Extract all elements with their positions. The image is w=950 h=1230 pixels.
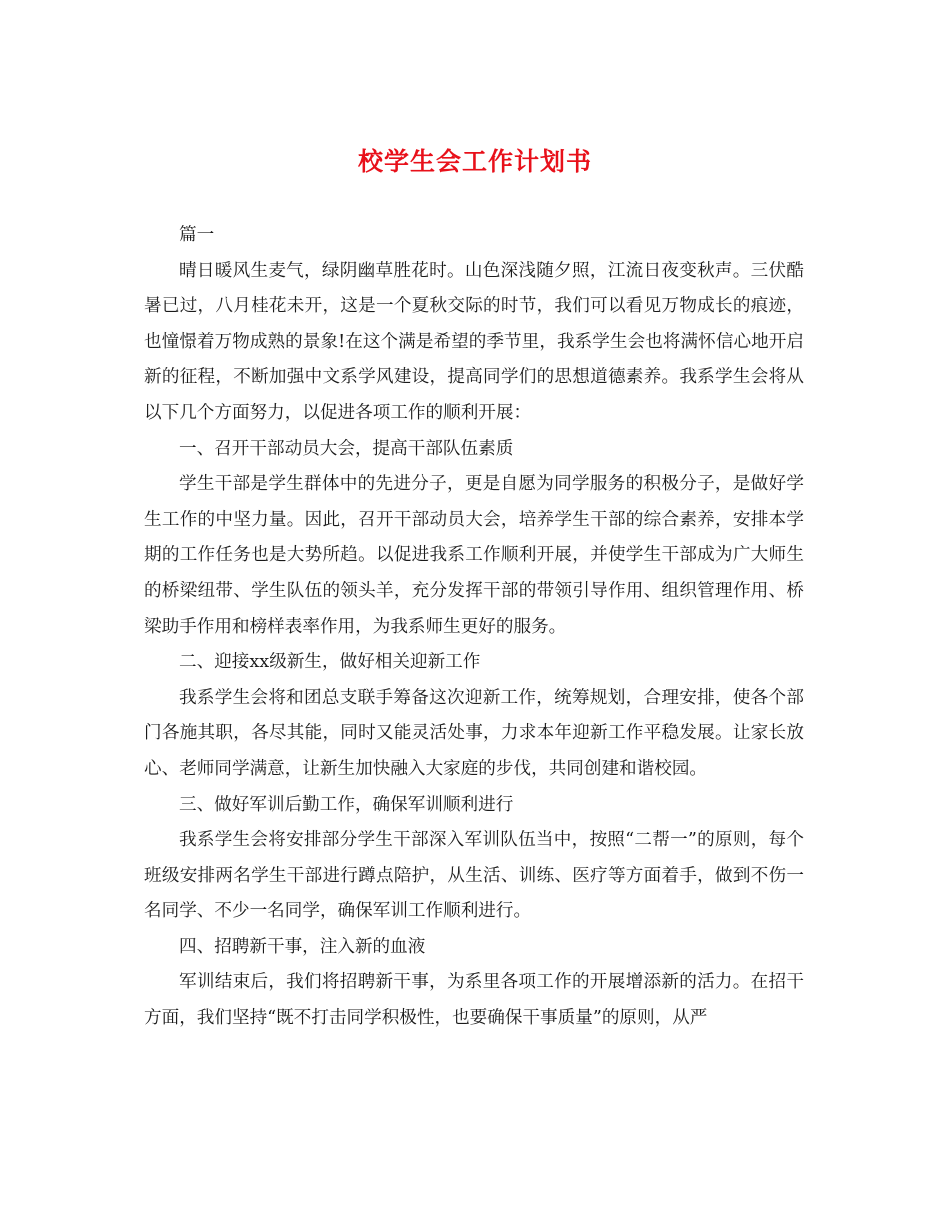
document-title: 校学生会工作计划书: [357, 147, 592, 176]
document-body: [144, 218, 804, 1037]
section-label: 篇一: [179, 225, 215, 245]
section-heading-4: 四、招聘新干事，注入新的血液: [179, 936, 426, 957]
section-heading-2: 二、迎接xx级新生，做好相关迎新工作: [179, 652, 481, 673]
paragraph-intro: 晴日暖风生麦气，绿阴幽草胜花时。山色深浅随夕照，江流日夜变秋声。三伏酷暑已过，八月桂花未开，这是一个夏秋交际的时节，我们可以看见万物成长的痕迹，也憧憬着万物成熟的景象!在这个满是希望的季节里，我系学生会也将满怀信心地开启新的征程，不断加强中文系学风建设，提高同学们的思想道德素养。我系学生会将从以下几个方面努力，以促进各项工作的顺利开展：: [144, 260, 804, 423]
paragraph-2: 我系学生会将和团总支联手筹备这次迎新工作，统筹规划，合理安排，使各个部门各施其职，各尽其能，同时又能灵活处事，力求本年迎新工作平稳发展。让家长放心、老师同学满意，让新生加快融入大家庭的步伐，共同创建和谐校园。: [144, 687, 804, 779]
section-heading-1: 一、召开干部动员大会，提高干部队伍素质: [179, 438, 514, 459]
paragraph-1: 学生干部是学生群体中的先进分子，更是自愿为同学服务的积极分子，是做好学生工作的中坚力量。因此，召开干部动员大会，培养学生干部的综合素养，安排本学期的工作任务也是大势所趋。以促进我系工作顺利开展，并使学生干部成为广大师生的桥梁纽带、学生队伍的领头羊，充分发挥干部的带领引导作用、组织管理作用、桥梁助手作用和榜样表率作用，为我系师生更好的服务。: [144, 474, 804, 637]
section-heading-3: 三、做好军训后勤工作，确保军训顺利进行: [179, 794, 514, 815]
paragraph-3: 我系学生会将安排部分学生干部深入军训队伍当中，按照“二帮一”的原则，每个班级安排两名学生干部进行蹲点陪护，从生活、训练、医疗等方面着手，做到不伤一名同学、不少一名同学，确保军训工作顺利进行。: [144, 830, 804, 922]
paragraph-4: 军训结束后，我们将招聘新干事，为系里各项工作的开展增添新的活力。在招干方面，我们坚持“既不打击同学积极性，也要确保干事质量”的原则，从严: [144, 972, 804, 1029]
